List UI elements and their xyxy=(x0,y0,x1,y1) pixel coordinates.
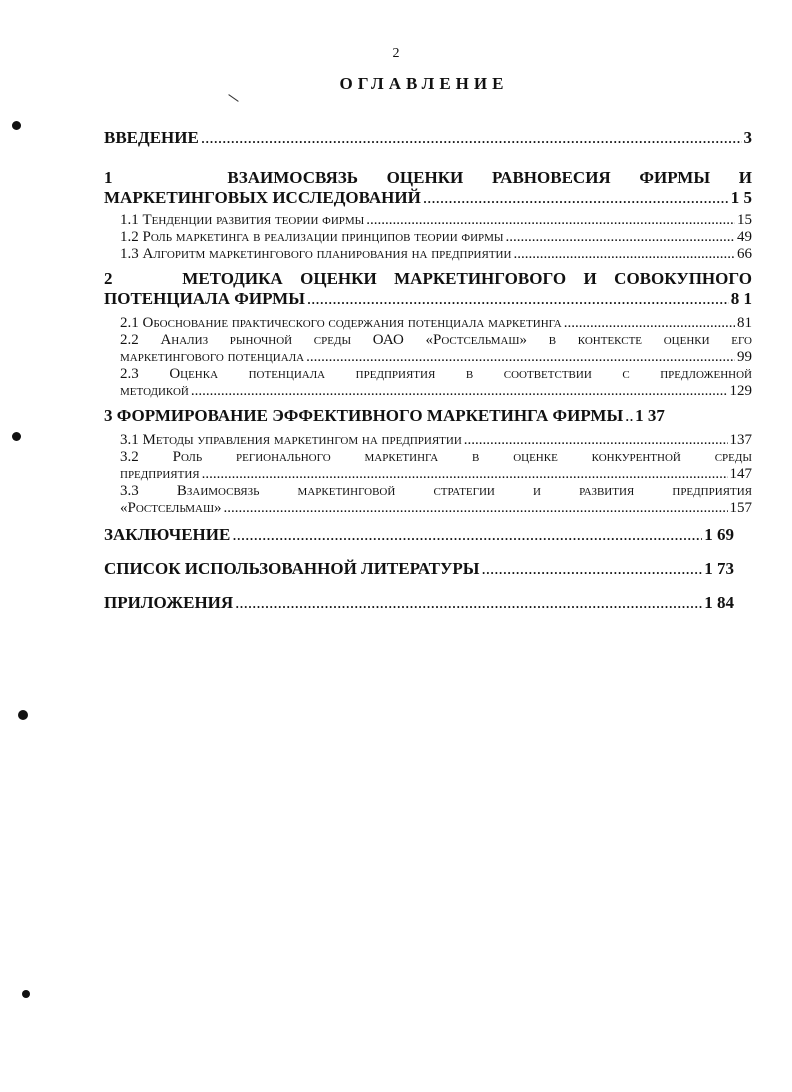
toc-section-title: 3.3 Взаимосвязь маркетинговой стратегии и развития предприятия xyxy=(120,483,752,499)
toc-entry-label: ПРИЛОЖЕНИЯ xyxy=(104,593,234,612)
toc-page-number: 147 xyxy=(729,466,752,482)
dot-leader xyxy=(191,383,728,400)
toc-section-1-2[interactable] xyxy=(120,229,752,246)
toc-chapter-3[interactable] xyxy=(104,406,752,426)
scan-mark-dot xyxy=(22,990,30,998)
toc-entry-conclusion[interactable] xyxy=(104,525,734,545)
toc-chapter-title: 3 ФОРМИРОВАНИЕ ЭФФЕКТИВНОГО МАРКЕТИНГА ФИРМЫ xyxy=(104,406,624,425)
dot-leader xyxy=(482,559,703,579)
toc-page-number: 157 xyxy=(729,500,752,516)
toc-section-2-3[interactable] xyxy=(120,366,752,400)
toc-page-number: 1 69 xyxy=(704,525,734,544)
toc-chapter-title: ПОТЕНЦИАЛА ФИРМЫ xyxy=(104,289,305,308)
toc-page-number: 1 84 xyxy=(704,593,734,612)
toc-page-number: 15 xyxy=(737,212,752,228)
toc-page-number: 1 73 xyxy=(704,559,734,578)
dot-leader xyxy=(235,593,702,613)
toc-page-number: 99 xyxy=(737,349,752,365)
toc-section-1-3[interactable] xyxy=(120,246,752,263)
toc-chapter-title-line xyxy=(104,289,752,309)
toc-page-number: 81 xyxy=(737,315,752,331)
toc-page-number: 8 1 xyxy=(730,289,752,308)
dot-leader xyxy=(307,289,729,309)
toc-chapter-title-line xyxy=(104,168,752,188)
dot-leader xyxy=(564,315,735,332)
toc-section-title: 1.1 Тенденции развития теории фирмы xyxy=(120,212,365,228)
toc-page-number: 129 xyxy=(729,383,752,399)
toc-section-title: 3.2 Роль регионального маркетинга в оценке конкурентной среды xyxy=(120,449,752,465)
toc-section-title: 1.2 Роль маркетинга в реализации принципов теории фирмы xyxy=(120,229,504,245)
scan-mark-tick xyxy=(228,94,238,102)
toc-chapter-title: МЕТОДИКА ОЦЕНКИ МАРКЕТИНГОВОГО И СОВОКУПНОГО xyxy=(182,269,752,288)
dot-leader xyxy=(232,525,702,545)
toc-entry-references[interactable] xyxy=(104,559,734,579)
toc-entry-intro[interactable] xyxy=(104,128,752,148)
dot-leader xyxy=(306,349,735,366)
toc-section-title: методикой xyxy=(120,383,189,399)
dot-leader xyxy=(513,246,735,263)
dot-leader xyxy=(202,466,728,483)
toc-section-3-1[interactable] xyxy=(120,432,752,449)
scan-mark-dot xyxy=(18,710,28,720)
toc-section-title: маркетингового потенциала xyxy=(120,349,305,365)
toc-chapter-title-line xyxy=(104,269,752,289)
dot-leader xyxy=(224,500,728,517)
toc-section-title: «Ростсельмаш» xyxy=(120,500,222,516)
toc-entry-label: ЗАКЛЮЧЕНИЕ xyxy=(104,525,231,544)
dot-leader xyxy=(625,406,633,426)
toc-page-number: 1 37 xyxy=(635,406,665,425)
toc-section-1-1[interactable] xyxy=(120,212,752,229)
page-number: 2 xyxy=(392,46,400,61)
toc-section-title: 2.1 Обоснование практического содержания потенциала маркетинга xyxy=(120,315,562,331)
toc-page-number: 49 xyxy=(737,229,752,245)
toc-section-title: 1.3 Алгоритм маркетингового планирования на предприятии xyxy=(120,246,512,262)
toc-page-number: 1 5 xyxy=(730,188,752,207)
dot-leader xyxy=(366,212,735,229)
toc-section-title: 2.2 Анализ рыночной среды ОАО «Ростсельмаш» в контексте оценки его xyxy=(120,332,752,348)
toc-section-title: 3.1 Методы управления маркетингом на предприятии xyxy=(120,432,462,448)
toc-chapter-title: ВЗАИМОСВЯЗЬ ОЦЕНКИ РАВНОВЕСИЯ ФИРМЫ И xyxy=(227,168,752,187)
scan-mark-dot xyxy=(12,121,21,130)
dot-leader xyxy=(201,128,742,148)
dot-leader xyxy=(506,229,735,246)
scan-mark-dot xyxy=(12,432,21,441)
toc-section-title: 2.3 Оценка потенциала предприятия в соответствии с предложенной xyxy=(120,366,752,382)
toc-section-3-3[interactable] xyxy=(120,483,752,517)
toc-chapter-number: 2 xyxy=(104,269,113,288)
table-of-contents xyxy=(104,128,752,613)
toc-chapter-title: МАРКЕТИНГОВЫХ ИССЛЕДОВАНИЙ xyxy=(104,188,421,207)
toc-entry-label: СПИСОК ИСПОЛЬЗОВАННОЙ ЛИТЕРАТУРЫ xyxy=(104,559,480,578)
dot-leader xyxy=(423,188,729,208)
toc-page-number: 66 xyxy=(737,246,752,262)
toc-chapter-2[interactable] xyxy=(104,269,752,309)
toc-page-number: 3 xyxy=(743,128,752,147)
toc-section-title: предприятия xyxy=(120,466,200,482)
dot-leader xyxy=(464,432,728,449)
toc-section-2-2[interactable] xyxy=(120,332,752,366)
toc-chapter-number: 1 xyxy=(104,168,113,187)
toc-entry-label: ВВЕДЕНИЕ xyxy=(104,128,199,147)
toc-section-3-2[interactable] xyxy=(120,449,752,483)
toc-page-number: 137 xyxy=(729,432,752,448)
page-title: ОГЛАВЛЕНИЕ xyxy=(339,74,509,93)
toc-section-2-1[interactable] xyxy=(120,315,752,332)
toc-chapter-1[interactable] xyxy=(104,168,752,208)
toc-chapter-title-line xyxy=(104,188,752,208)
toc-entry-appendix[interactable] xyxy=(104,593,734,613)
